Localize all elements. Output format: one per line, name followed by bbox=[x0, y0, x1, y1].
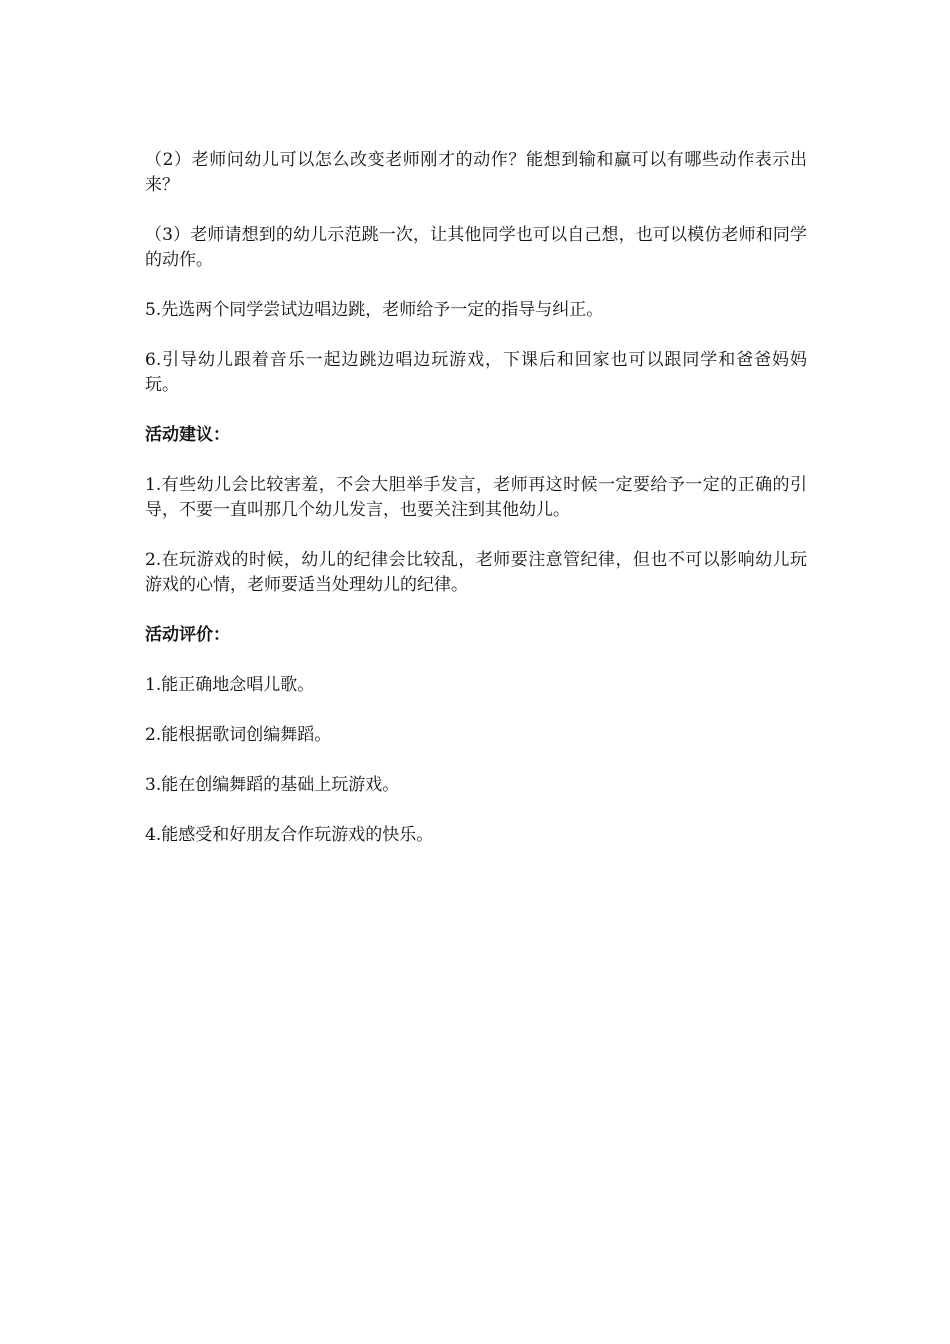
section-heading-suggestions: 活动建议： bbox=[145, 425, 230, 445]
paragraph-evaluation-4: 4.能感受和好朋友合作玩游戏的快乐。 bbox=[145, 825, 434, 845]
paragraph-step-4-3: （3）老师请想到的幼儿示范跳一次，让其他同学也可以自己想，也可以模仿老师和同学的动作。 bbox=[145, 225, 807, 270]
paragraph-step-6: 6.引导幼儿跟着音乐一起边跳边唱边玩游戏，下课后和回家也可以跟同学和爸爸妈妈玩。 bbox=[145, 350, 807, 395]
paragraph-step-4-2: （2）老师问幼儿可以怎么改变老师刚才的动作？能想到输和赢可以有哪些动作表示出来？ bbox=[145, 150, 807, 195]
paragraph-evaluation-1: 1.能正确地念唱儿歌。 bbox=[145, 675, 315, 695]
paragraph-suggestion-2: 2.在玩游戏的时候，幼儿的纪律会比较乱，老师要注意管纪律，但也不可以影响幼儿玩游戏的心情，老师要适当处理幼儿的纪律。 bbox=[145, 550, 807, 595]
section-heading-evaluation: 活动评价： bbox=[145, 625, 230, 645]
document-body bbox=[145, 148, 807, 873]
paragraph-step-5: 5.先选两个同学尝试边唱边跳，老师给予一定的指导与纠正。 bbox=[145, 300, 604, 320]
paragraph-suggestion-1: 1.有些幼儿会比较害羞，不会大胆举手发言，老师再这时候一定要给予一定的正确的引导，不要一直叫那几个幼儿发言，也要关注到其他幼儿。 bbox=[145, 475, 807, 520]
paragraph-evaluation-3: 3.能在创编舞蹈的基础上玩游戏。 bbox=[145, 775, 400, 795]
paragraph-evaluation-2: 2.能根据歌词创编舞蹈。 bbox=[145, 725, 332, 745]
